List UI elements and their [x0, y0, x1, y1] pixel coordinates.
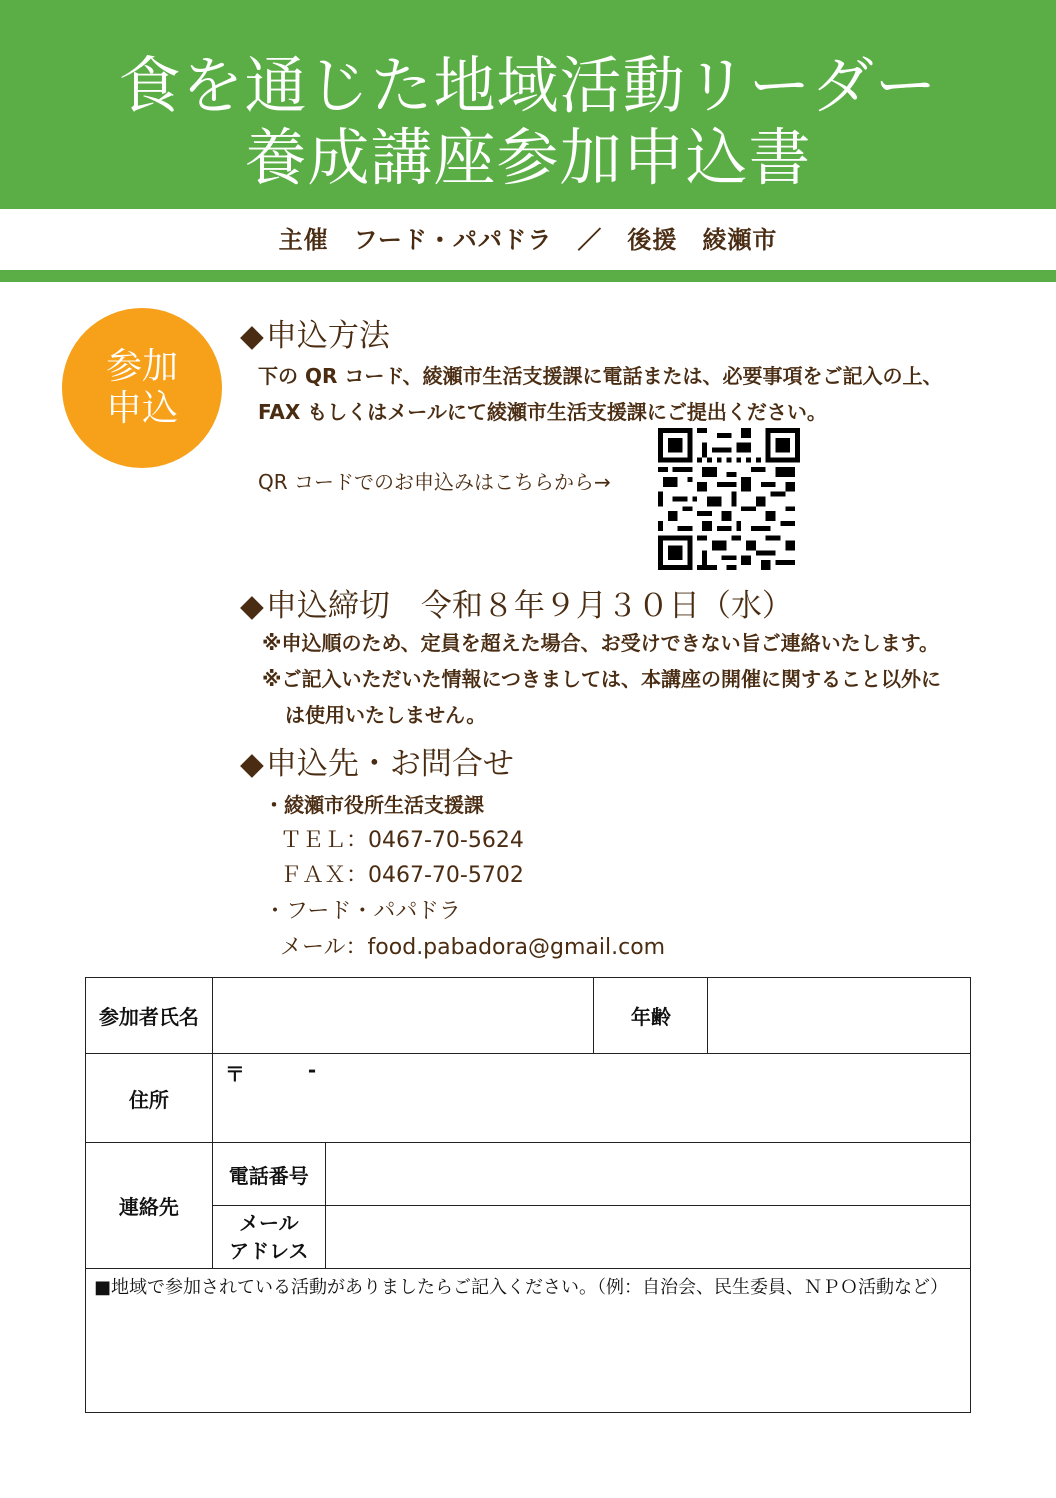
deadline-heading: 申込締切 令和８年９月３０日（水）	[265, 588, 793, 624]
email-label	[212, 1206, 325, 1269]
deadline-note2: ※ご記入いただいた情報につきましては、本講座の開催に関すること以外に	[262, 667, 942, 691]
activity-note: ■地域で参加されている活動がありましたらご記入ください。（例：自治会、民生委員、ＮＰＯ活動など）	[94, 1277, 949, 1298]
address-field[interactable]	[212, 1054, 970, 1143]
deadline-heading-row	[240, 580, 793, 625]
contact-org1: ・綾瀬市役所生活支援課	[264, 793, 484, 817]
email-label-line1: メール	[238, 1211, 299, 1235]
postal-mark: 〒	[224, 1062, 245, 1086]
diamond-bullet-icon: ◆	[240, 746, 264, 782]
contact-mail[interactable]: メール：food.pabadora@gmail.com	[280, 935, 666, 960]
contact-label: 連絡先	[86, 1143, 213, 1269]
badge-line2: 申込	[105, 388, 178, 429]
divider	[0, 270, 1056, 282]
name-field[interactable]	[212, 978, 594, 1054]
diamond-bullet-icon: ◆	[240, 318, 264, 354]
phone-field[interactable]	[325, 1143, 970, 1206]
page-title-line1: 食を通じた地域活動リーダー	[118, 49, 938, 122]
deadline-note1: ※申込順のため、定員を超えた場合、お受けできない旨ご連絡いたします。	[262, 631, 940, 655]
diamond-bullet-icon: ◆	[240, 588, 264, 624]
application-form	[85, 977, 971, 1413]
age-label: 年齢	[594, 978, 708, 1054]
method-heading: 申込方法	[265, 318, 390, 354]
apply-badge	[62, 308, 222, 468]
email-field[interactable]	[325, 1206, 970, 1269]
name-label: 参加者氏名	[86, 978, 213, 1054]
method-heading-row	[240, 310, 390, 355]
page-title-line2: 養成講座参加申込書	[244, 121, 812, 194]
contact-org2: ・フード・パパドラ	[264, 899, 461, 924]
method-line1: 下の QR コード、綾瀬市生活支援課に電話または、必要事項をご記入の上、	[258, 364, 943, 388]
contact-heading-row	[240, 738, 514, 783]
badge-line1: 参加	[105, 346, 178, 387]
contact-heading: 申込先・お問合せ	[265, 746, 514, 782]
activity-field[interactable]	[86, 1269, 971, 1413]
header-banner	[0, 0, 1056, 209]
contact-fax: ＦＡＸ：0467-70-5702	[280, 863, 524, 888]
email-label-line2: アドレス	[229, 1239, 309, 1263]
contact-tel: ＴＥＬ：0467-70-5624	[280, 828, 524, 853]
phone-label: 電話番号	[212, 1143, 325, 1206]
qr-prompt: QR コードでのお申込みはこちらから→	[258, 470, 611, 494]
deadline-note3: は使用いたしません。	[285, 703, 487, 727]
method-line2: FAX もしくはメールにて綾瀬市生活支援課にご提出ください。	[258, 400, 827, 424]
postal-dash: -	[307, 1058, 317, 1082]
age-field[interactable]	[708, 978, 971, 1054]
address-label: 住所	[86, 1054, 213, 1143]
qr-code-icon[interactable]	[658, 428, 800, 570]
sponsor-line: 主催 フード・パパドラ ／ 後援 綾瀬市	[278, 226, 778, 254]
